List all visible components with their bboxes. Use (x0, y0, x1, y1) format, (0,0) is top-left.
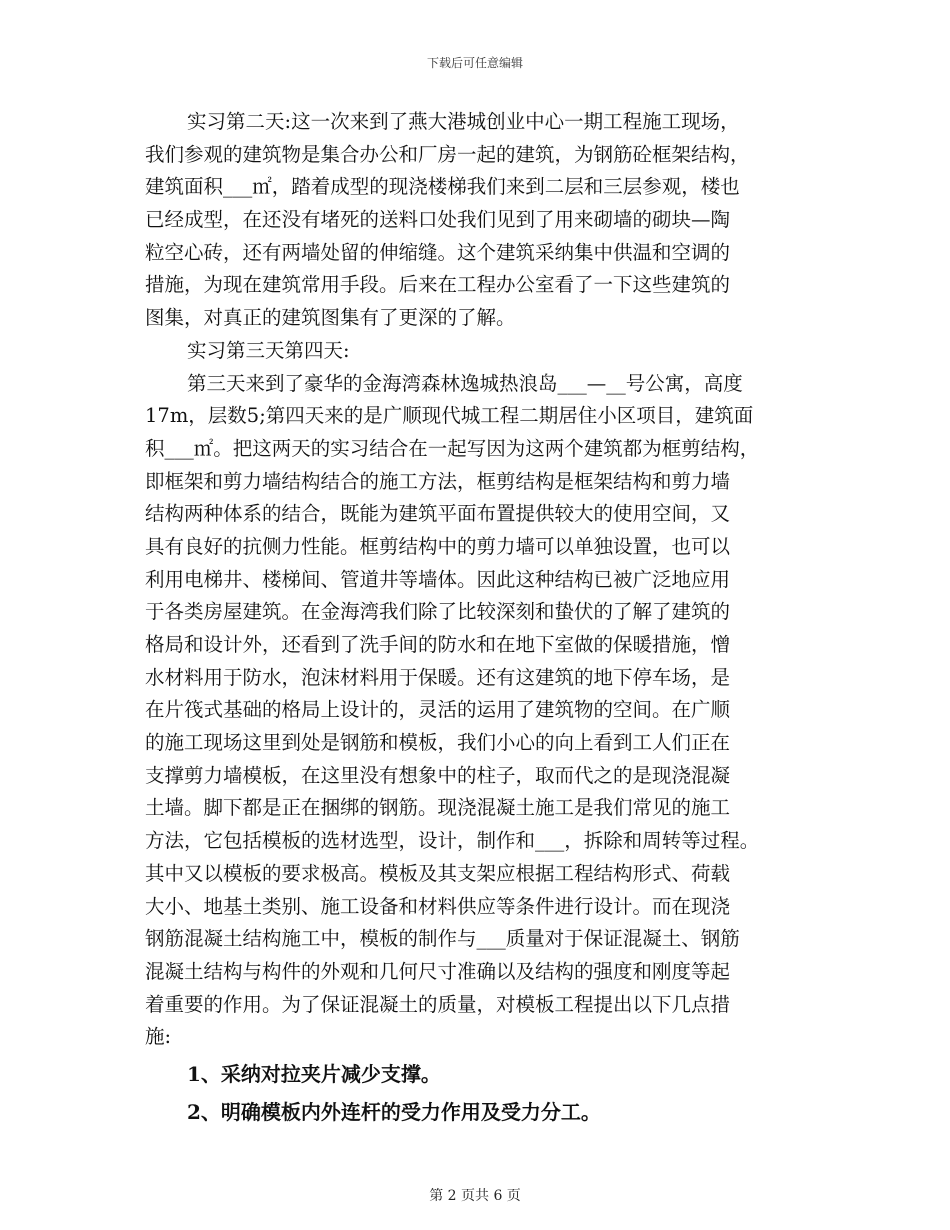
text-line: 钢筋混凝土结构施工中，模板的制作与___质量对于保证混凝土、钢筋 (145, 927, 740, 951)
text-line: 17m，层数5;第四天来的是广顺现代城工程二期居住小区项目，建筑面 (145, 404, 754, 428)
text-line: 积___㎡。把这两天的实习结合在一起写因为这两个建筑都为框剪结构， (145, 436, 760, 460)
text-line: 在片筏式基础的格局上设计的，灵活的运用了建筑物的空间。在广顺 (145, 698, 731, 722)
list-item: 2、明确模板内外连杆的受力作用及受力分工。 (187, 1099, 601, 1124)
text-line: 方法，它包括模板的选材选型，设计，制作和___，拆除和周转等过程。 (145, 829, 760, 853)
text-line: 水材料用于防水，泡沫材料用于保暖。还有这建筑的地下停车场，是 (145, 665, 731, 689)
text-line: 具有良好的抗侧力性能。框剪结构中的剪力墙可以单独设置，也可以 (145, 534, 731, 558)
text-line: 的施工现场这里到处是钢筋和模板，我们小心的向上看到工人们正在 (145, 731, 731, 755)
text-line: 已经成型，在还没有堵死的送料口处我们见到了用来砌墙的砌块—陶 (145, 208, 731, 232)
section-heading: 实习第三天第四天: (187, 338, 350, 362)
text-line: 大小、地基土类别、施工设备和材料供应等条件进行设计。而在现浇 (145, 894, 731, 918)
text-line: 支撑剪力墙模板，在这里没有想象中的柱子，取而代之的是现浇混凝 (145, 763, 731, 787)
text-line: 第三天来到了豪华的金海湾森林逸城热浪岛___—__号公寓，高度 (187, 371, 743, 395)
text-line: 格局和设计外，还看到了洗手间的防水和在地下室做的保暖措施，憎 (145, 633, 731, 656)
text-line: 我们参观的建筑物是集合办公和厂房一起的建筑，为钢筋砼框架结构， (145, 142, 750, 166)
text-line: 混凝土结构与构件的外观和几何尺寸准确以及结构的强度和刚度等起 (145, 959, 731, 983)
text-line: 粒空心砖，还有两墙处留的伸缩缝。这个建筑采纳集中供温和空调的 (145, 240, 731, 264)
text-line: 施: (145, 1025, 172, 1049)
text-line: 图集，对真正的建筑图集有了更深的了解。 (145, 306, 516, 330)
text-line: 其中又以模板的要求极高。模板及其支架应根据工程结构形式、荷载 (145, 861, 731, 885)
list-item: 1、采纳对拉夹片减少支撑。 (187, 1061, 441, 1086)
text-line: 实习第二天:这一次来到了燕大港城创业中心一期工程施工现场， (187, 110, 740, 133)
text-line: 措施，为现在建筑常用手段。后来在工程办公室看了一下这些建筑的 (145, 273, 731, 297)
page-header: 下载后可任意编辑 (426, 56, 523, 70)
text-line: 于各类房屋建筑。在金海湾我们除了比较深刻和蛰伏的了解了建筑的 (145, 600, 731, 624)
text-line: 建筑面积___㎡，踏着成型的现浇楼梯我们来到二层和三层参观，楼也 (145, 175, 740, 199)
text-line: 结构两种体系的结合，既能为建筑平面布置提供较大的使用空间，又 (145, 502, 731, 526)
text-line: 利用电梯井、楼梯间、管道井等墙体。因此这种结构已被广泛地应用 (145, 567, 731, 591)
text-line: 着重要的作用。为了保证混凝土的质量，对模板工程提出以下几点措 (145, 992, 731, 1016)
page-footer: 第 2 页共 6 页 (429, 1188, 521, 1204)
text-line: 土墙。脚下都是正在捆绑的钢筋。现浇混凝土施工是我们常见的施工 (145, 796, 731, 820)
document-body (145, 106, 825, 1130)
text-line: 即框架和剪力墙结构结合的施工方法，框剪结构是框架结构和剪力墙 (145, 469, 731, 493)
